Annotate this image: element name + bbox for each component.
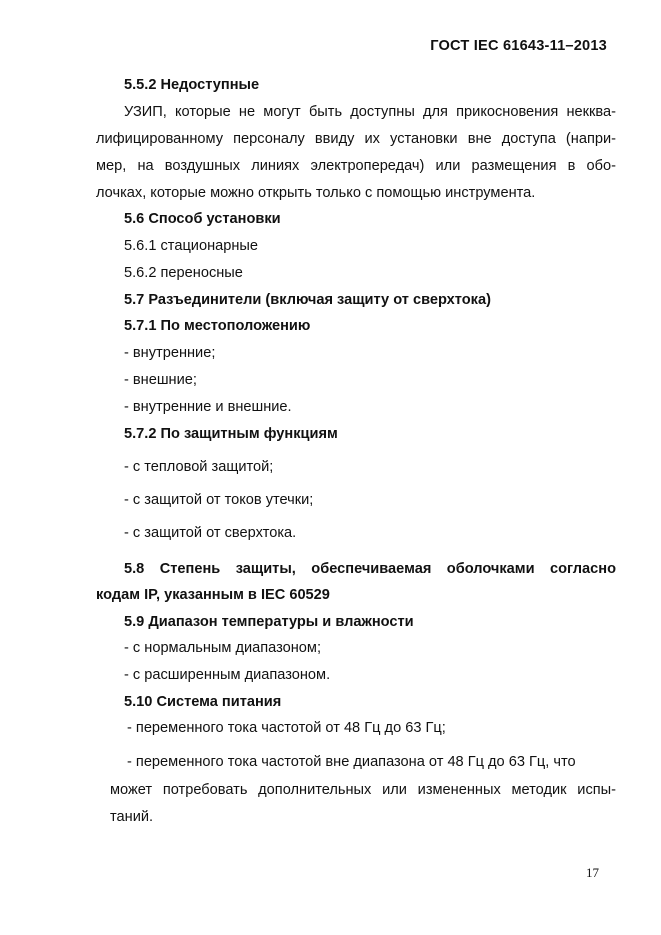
section-5-7-1-heading: 5.7.1 По местоположению: [124, 318, 311, 334]
section-5-8-heading-cont: кодам IP, указанным в IEC 60529: [96, 587, 330, 603]
paragraph-line: УЗИП, которые не могут быть доступны для прикосновения некква-: [124, 104, 616, 120]
list-item: - с расширенным диапазоном.: [124, 667, 331, 683]
section-5-9-heading: 5.9 Диапазон температуры и влажности: [124, 614, 414, 630]
paragraph-line: лифицированному персоналу ввиду их установки вне доступа (напри-: [96, 131, 616, 147]
list-item: 5.6.2 переносные: [124, 265, 243, 281]
list-item: - переменного тока частотой вне диапазона от 48 Гц до 63 Гц, что: [127, 754, 576, 770]
list-item: - внешние;: [124, 372, 197, 388]
paragraph-line: лочках, которые можно открыть только с помощью инструмента.: [96, 185, 536, 201]
list-item: - с защитой от сверхтока.: [124, 525, 297, 541]
section-5-7-heading: 5.7 Разъединители (включая защиту от сверхтока): [124, 292, 491, 308]
list-item: - внутренние и внешние.: [124, 399, 292, 415]
paragraph-line: мер, на воздушных линиях электропередач) или размещения в обо-: [96, 158, 616, 174]
list-item: - с нормальным диапазоном;: [124, 640, 322, 656]
list-item: - с защитой от токов утечки;: [124, 492, 314, 508]
section-5-10-heading: 5.10 Система питания: [124, 694, 282, 710]
page-number: 17: [586, 865, 599, 880]
list-item: - переменного тока частотой от 48 Гц до 63 Гц;: [127, 720, 446, 736]
document-header: ГОСТ IEC 61643-11–2013: [430, 38, 607, 54]
section-5-7-2-heading: 5.7.2 По защитным функциям: [124, 426, 338, 442]
list-item-cont: может потребовать дополнительных или измененных методик испы-: [110, 782, 616, 798]
section-5-8-heading: 5.8 Степень защиты, обеспечиваемая оболочками согласно: [124, 561, 616, 577]
list-item-cont: таний.: [110, 809, 154, 825]
section-5-6-heading: 5.6 Способ установки: [124, 211, 281, 227]
list-item: - с тепловой защитой;: [124, 459, 274, 475]
section-5-5-2-heading: 5.5.2 Недоступные: [124, 77, 260, 93]
list-item: 5.6.1 стационарные: [124, 238, 259, 254]
list-item: - внутренние;: [124, 345, 216, 361]
